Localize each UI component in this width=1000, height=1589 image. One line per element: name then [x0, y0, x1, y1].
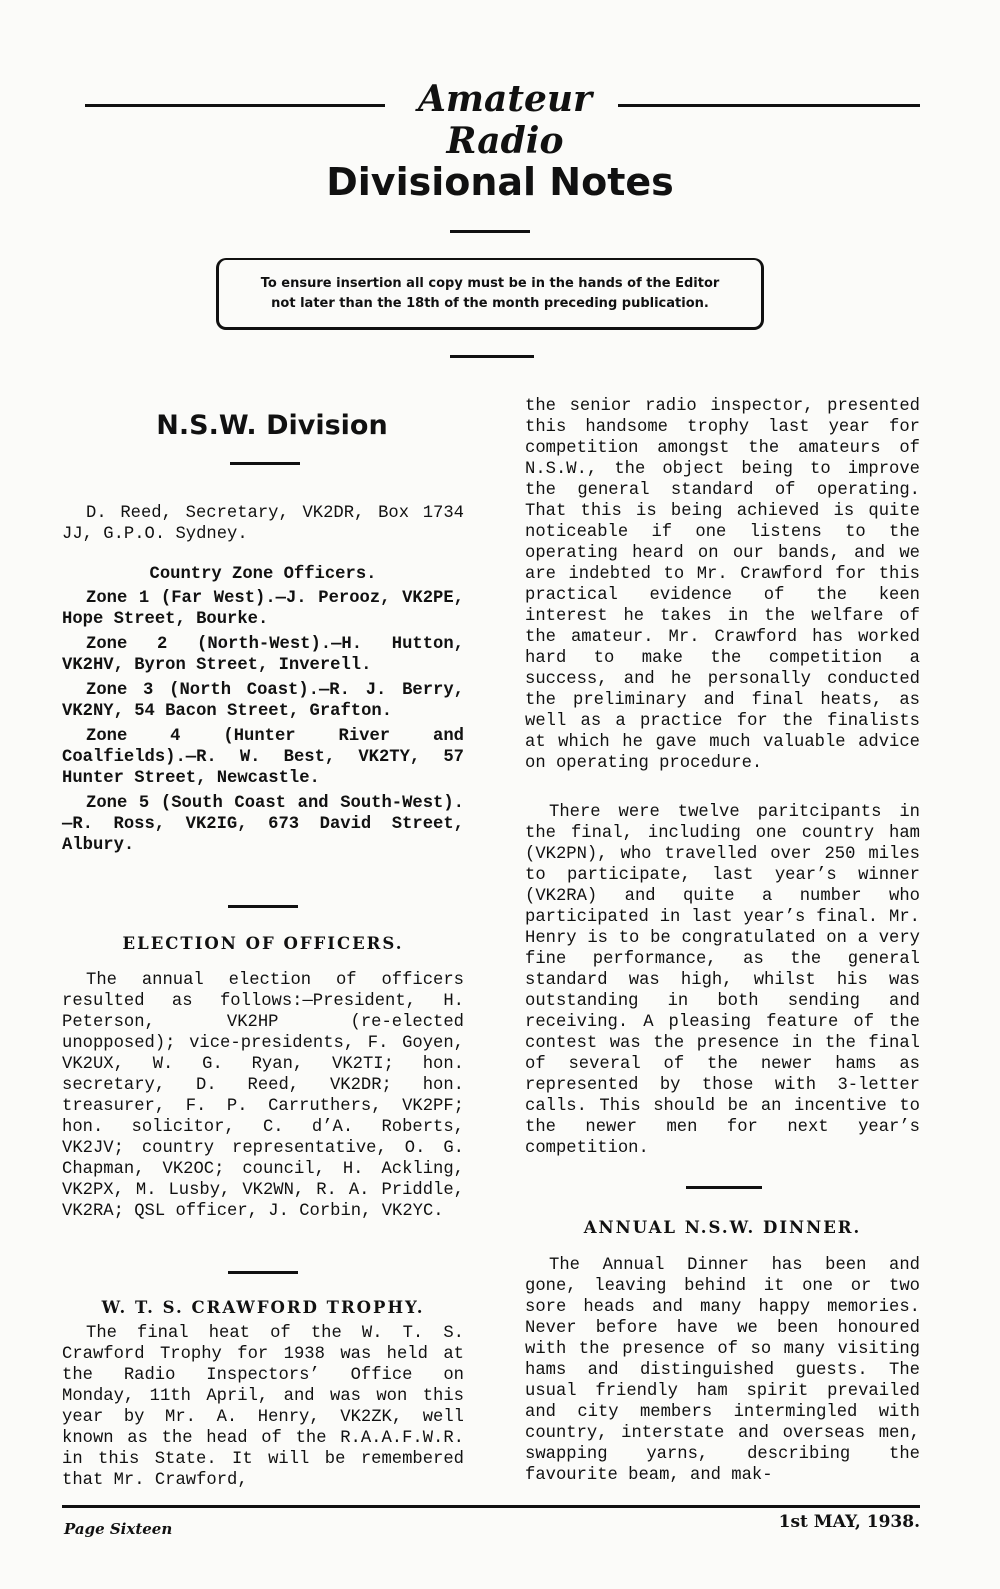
- trophy-heading: W. T. S. CRAWFORD TROPHY.: [101, 1298, 425, 1317]
- trophy-paragraph-left: The final heat of the W. T. S. Crawford Trophy for 1938 was held at the Radio Inspectors’ Office on Monday, 11th April, and was won this year by Mr. A. Henry, VK2ZK, well known as the head of the R.A.A.F.W.R. in this State. It will be remembered that Mr. Crawford,: [62, 1324, 464, 1490]
- masthead-rule-left: [85, 104, 385, 107]
- issue-date: 1st MAY, 1938.: [778, 1512, 920, 1532]
- secretary-paragraph: D. Reed, Secretary, VK2DR, Box 1734 JJ, G.P.O. Sydney.: [62, 504, 464, 544]
- masthead-title: Amateur Radio: [417, 78, 593, 162]
- zones-divider: [228, 905, 298, 908]
- notice-line-1: To ensure insertion all copy must be in the hands of the Editor: [260, 276, 720, 291]
- election-heading: ELECTION OF OFFICERS.: [122, 934, 404, 953]
- secretary-text: [62, 503, 464, 545]
- election-paragraph: The annual election of officers resulted as follows:—President, H. Peterson, VK2HP (re-elected unopposed); vice-presidents, F. Goyen, VK2UX, W. G. Ryan, VK2TI; hon. secretary, D. Reed, VK2DR; hon. treasurer, F. P. Carruthers, VK2PF; hon. solicitor, C. d’A. Roberts, VK2JV; country representative, O. G. Chapman, VK2OC; council, H. Ackling, VK2PX, M. Lusby, VK2WN, R. A. Priddle, VK2RA; QSL officer, J. Corbin, VK2YC.: [62, 971, 464, 1221]
- notice-underline: [450, 355, 534, 358]
- election-text: [62, 970, 464, 1222]
- zone-2: Zone 2 (North-West).—H. Hutton, VK2HV, Byron Street, Inverell.: [62, 635, 464, 675]
- zone-officers-block: [62, 564, 464, 856]
- title-underline: [450, 230, 530, 233]
- trophy-divider: [686, 1186, 762, 1189]
- election-divider: [228, 1271, 298, 1274]
- trophy-text-right: [525, 396, 920, 774]
- zone-5: Zone 5 (South Coast and South-West).—R. Ross, VK2IG, 673 David Street, Albury.: [62, 794, 464, 855]
- notice-line-2: not later than the 18th of the month preceding publication.: [271, 296, 709, 311]
- footer-rule: [62, 1505, 920, 1508]
- page-number: Page Sixteen: [64, 1520, 173, 1538]
- notice-box: [216, 258, 764, 330]
- trophy-text-left: [62, 1323, 464, 1491]
- division-heading: N.S.W. Division: [156, 410, 388, 441]
- dinner-heading: ANNUAL N.S.W. DINNER.: [583, 1218, 862, 1237]
- zone-officers-heading: Country Zone Officers.: [149, 565, 377, 584]
- dinner-text: [525, 1255, 920, 1486]
- zone-3: Zone 3 (North Coast).—R. J. Berry, VK2NY, 54 Bacon Street, Grafton.: [62, 681, 464, 721]
- trophy-text-right-2: [525, 802, 920, 1159]
- trophy-paragraph-right-2: There were twelve paritcipants in the final, including one country ham (VK2PN), who travelled over 250 miles to participate, last year’s winner (VK2RA) and quite a number who participated in last year’s final. Mr. Henry is to be congratulated on a very fine performance, as the general standard was high, whilst his was outstanding in both sending and receiving. A pleasing feature of the contest was the presence in the final of several of the newer hams as represented by those with 3-letter calls. This should be an incentive to the newer men for next year’s competition.: [525, 803, 920, 1158]
- trophy-paragraph-right: the senior radio inspector, presented this handsome trophy last year for competition amongst the amateurs of N.S.W., the object being to improve the general standard of operating. That this is being achieved is quite noticeable if one listens to the operating heard on our bands, and we are indebted to Mr. Crawford for this practical evidence of the keen interest he takes in the welfare of the amateur. Mr. Crawford has worked hard to make the competition a success, and he personally conducted the preliminary and final heats, as well as a practice for the finalists at which he gave much valuable advice on operating procedure.: [525, 397, 920, 773]
- zone-4: Zone 4 (Hunter River and Coalfields).—R. W. Best, VK2TY, 57 Hunter Street, Newcastle.: [62, 727, 464, 788]
- page-title: Divisional Notes: [326, 160, 674, 204]
- zone-1: Zone 1 (Far West).—J. Perooz, VK2PE, Hope Street, Bourke.: [62, 589, 464, 629]
- masthead-rule-right: [618, 104, 920, 107]
- division-underline: [230, 462, 300, 465]
- dinner-paragraph: The Annual Dinner has been and gone, leaving behind it one or two sore heads and many happy memories. Never before have we been honoured with the presence of so many visiting hams and distinguished guests. The usual friendly ham spirit prevailed and city members intermingled with country, interstate and overseas men, swapping yarns, describing the favourite beam, and mak-: [525, 1256, 920, 1485]
